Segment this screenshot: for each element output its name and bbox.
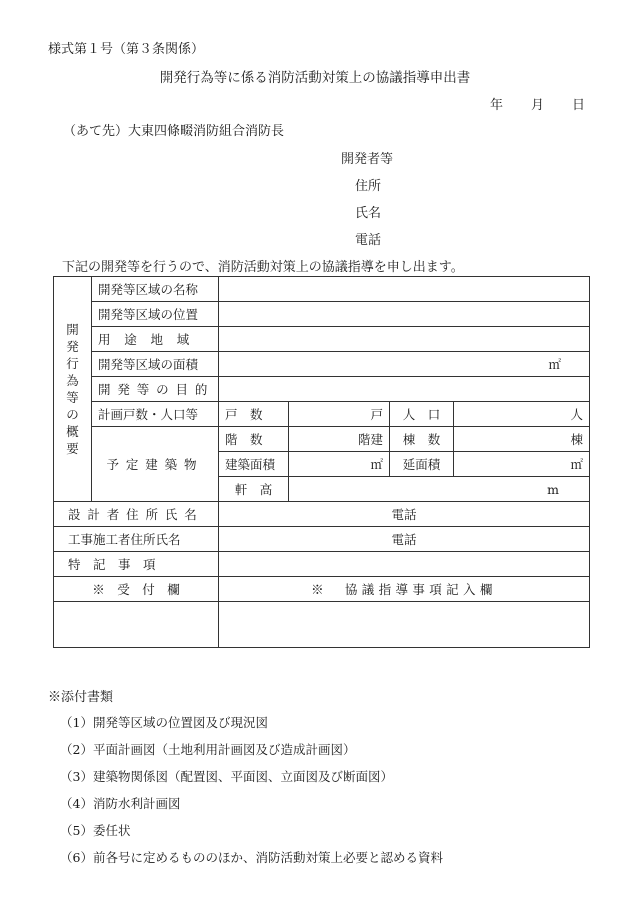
buildings-label: 棟 数: [390, 427, 454, 452]
attachment-item: （4）消防水利計画図: [60, 796, 181, 811]
remarks-field[interactable]: [219, 552, 590, 577]
eave-height-unit: m: [547, 481, 559, 497]
development-overview-label: 開 発 行 為 等 の 概 要: [54, 277, 92, 502]
page-title: 開発行為等に係る消防活動対策上の協議指導申出書: [159, 70, 471, 86]
area-unit: ㎡: [548, 357, 561, 372]
zoning-label: 用途地域: [92, 327, 219, 352]
applicant-name-label: 氏名: [355, 206, 382, 221]
guidance-field[interactable]: [219, 602, 590, 648]
statement: 下記の開発等を行うので、消防活動対策上の協議指導を申し出ます。: [62, 260, 464, 275]
area-size-label: 開発等区域の面積: [92, 352, 219, 377]
date-day: 日: [572, 98, 586, 113]
building-area-label: 建築面積: [219, 452, 289, 477]
remarks-label: 特 記 事 項: [54, 552, 219, 577]
building-area-unit: ㎡: [370, 457, 383, 472]
floor-area-unit: ㎡: [570, 457, 583, 472]
zoning-field[interactable]: [219, 327, 590, 352]
units-field[interactable]: [289, 402, 390, 427]
units-label: 戸 数: [219, 402, 289, 427]
planned-building-label: 予定建築物: [92, 427, 219, 502]
area-location-field[interactable]: [219, 302, 590, 327]
population-field[interactable]: [454, 402, 590, 427]
application-table: [53, 276, 590, 648]
designer-field[interactable]: [219, 502, 590, 527]
eave-height-field[interactable]: [289, 477, 590, 502]
building-area-field[interactable]: [289, 452, 390, 477]
purpose-field[interactable]: [219, 377, 590, 402]
attachment-item: （2）平面計画図（土地利用計画図及び造成計画図）: [60, 742, 356, 757]
floors-label: 階 数: [219, 427, 289, 452]
date-year: 年: [490, 98, 504, 113]
guidance-label: ※ 協議指導事項記入欄: [219, 577, 590, 602]
area-name-field[interactable]: [219, 277, 590, 302]
attachment-item: （6）前各号に定めるもののほか、消防活動対策上必要と認める資料: [60, 850, 443, 865]
applicant-address-label: 住所: [355, 179, 382, 194]
attachments-heading: ※添付書類: [48, 690, 114, 705]
area-name-label: 開発等区域の名称: [92, 277, 219, 302]
attachment-item: （3）建築物関係図（配置図、平面図、立面図及び断面図）: [60, 769, 393, 784]
population-unit: 人: [570, 407, 583, 422]
area-location-label: 開発等区域の位置: [92, 302, 219, 327]
attachment-item: （5）委任状: [60, 823, 131, 838]
eave-height-label: 軒 高: [219, 477, 289, 502]
buildings-field[interactable]: [454, 427, 590, 452]
contractor-field[interactable]: [219, 527, 590, 552]
contractor-label: 工事施工者住所氏名: [54, 527, 219, 552]
purpose-label: 開発等の目的: [92, 377, 219, 402]
designer-phone-label: 電話: [391, 507, 417, 522]
reception-field[interactable]: [54, 602, 219, 648]
addressee: （あて先）大東四條畷消防組合消防長: [63, 124, 285, 139]
area-size-field[interactable]: [219, 352, 590, 377]
attachment-item: （1）開発等区域の位置図及び現況図: [60, 715, 268, 730]
contractor-phone-label: 電話: [391, 532, 417, 547]
population-label: 人 口: [390, 402, 454, 427]
plan-units-label: 計画戸数・人口等: [92, 402, 219, 427]
applicant-phone-label: 電話: [355, 233, 382, 248]
floor-area-label: 延面積: [390, 452, 454, 477]
floors-unit: 階建: [357, 432, 383, 447]
floor-area-field[interactable]: [454, 452, 590, 477]
applicant-heading: 開発者等: [341, 152, 394, 167]
date-month: 月: [531, 98, 545, 113]
units-unit: 戸: [370, 407, 383, 422]
floors-field[interactable]: [289, 427, 390, 452]
form-number: 様式第１号（第３条関係）: [48, 42, 205, 57]
designer-label: 設計者住所氏名: [54, 502, 219, 527]
buildings-unit: 棟: [570, 432, 583, 447]
reception-label: ※ 受 付 欄: [54, 577, 219, 602]
